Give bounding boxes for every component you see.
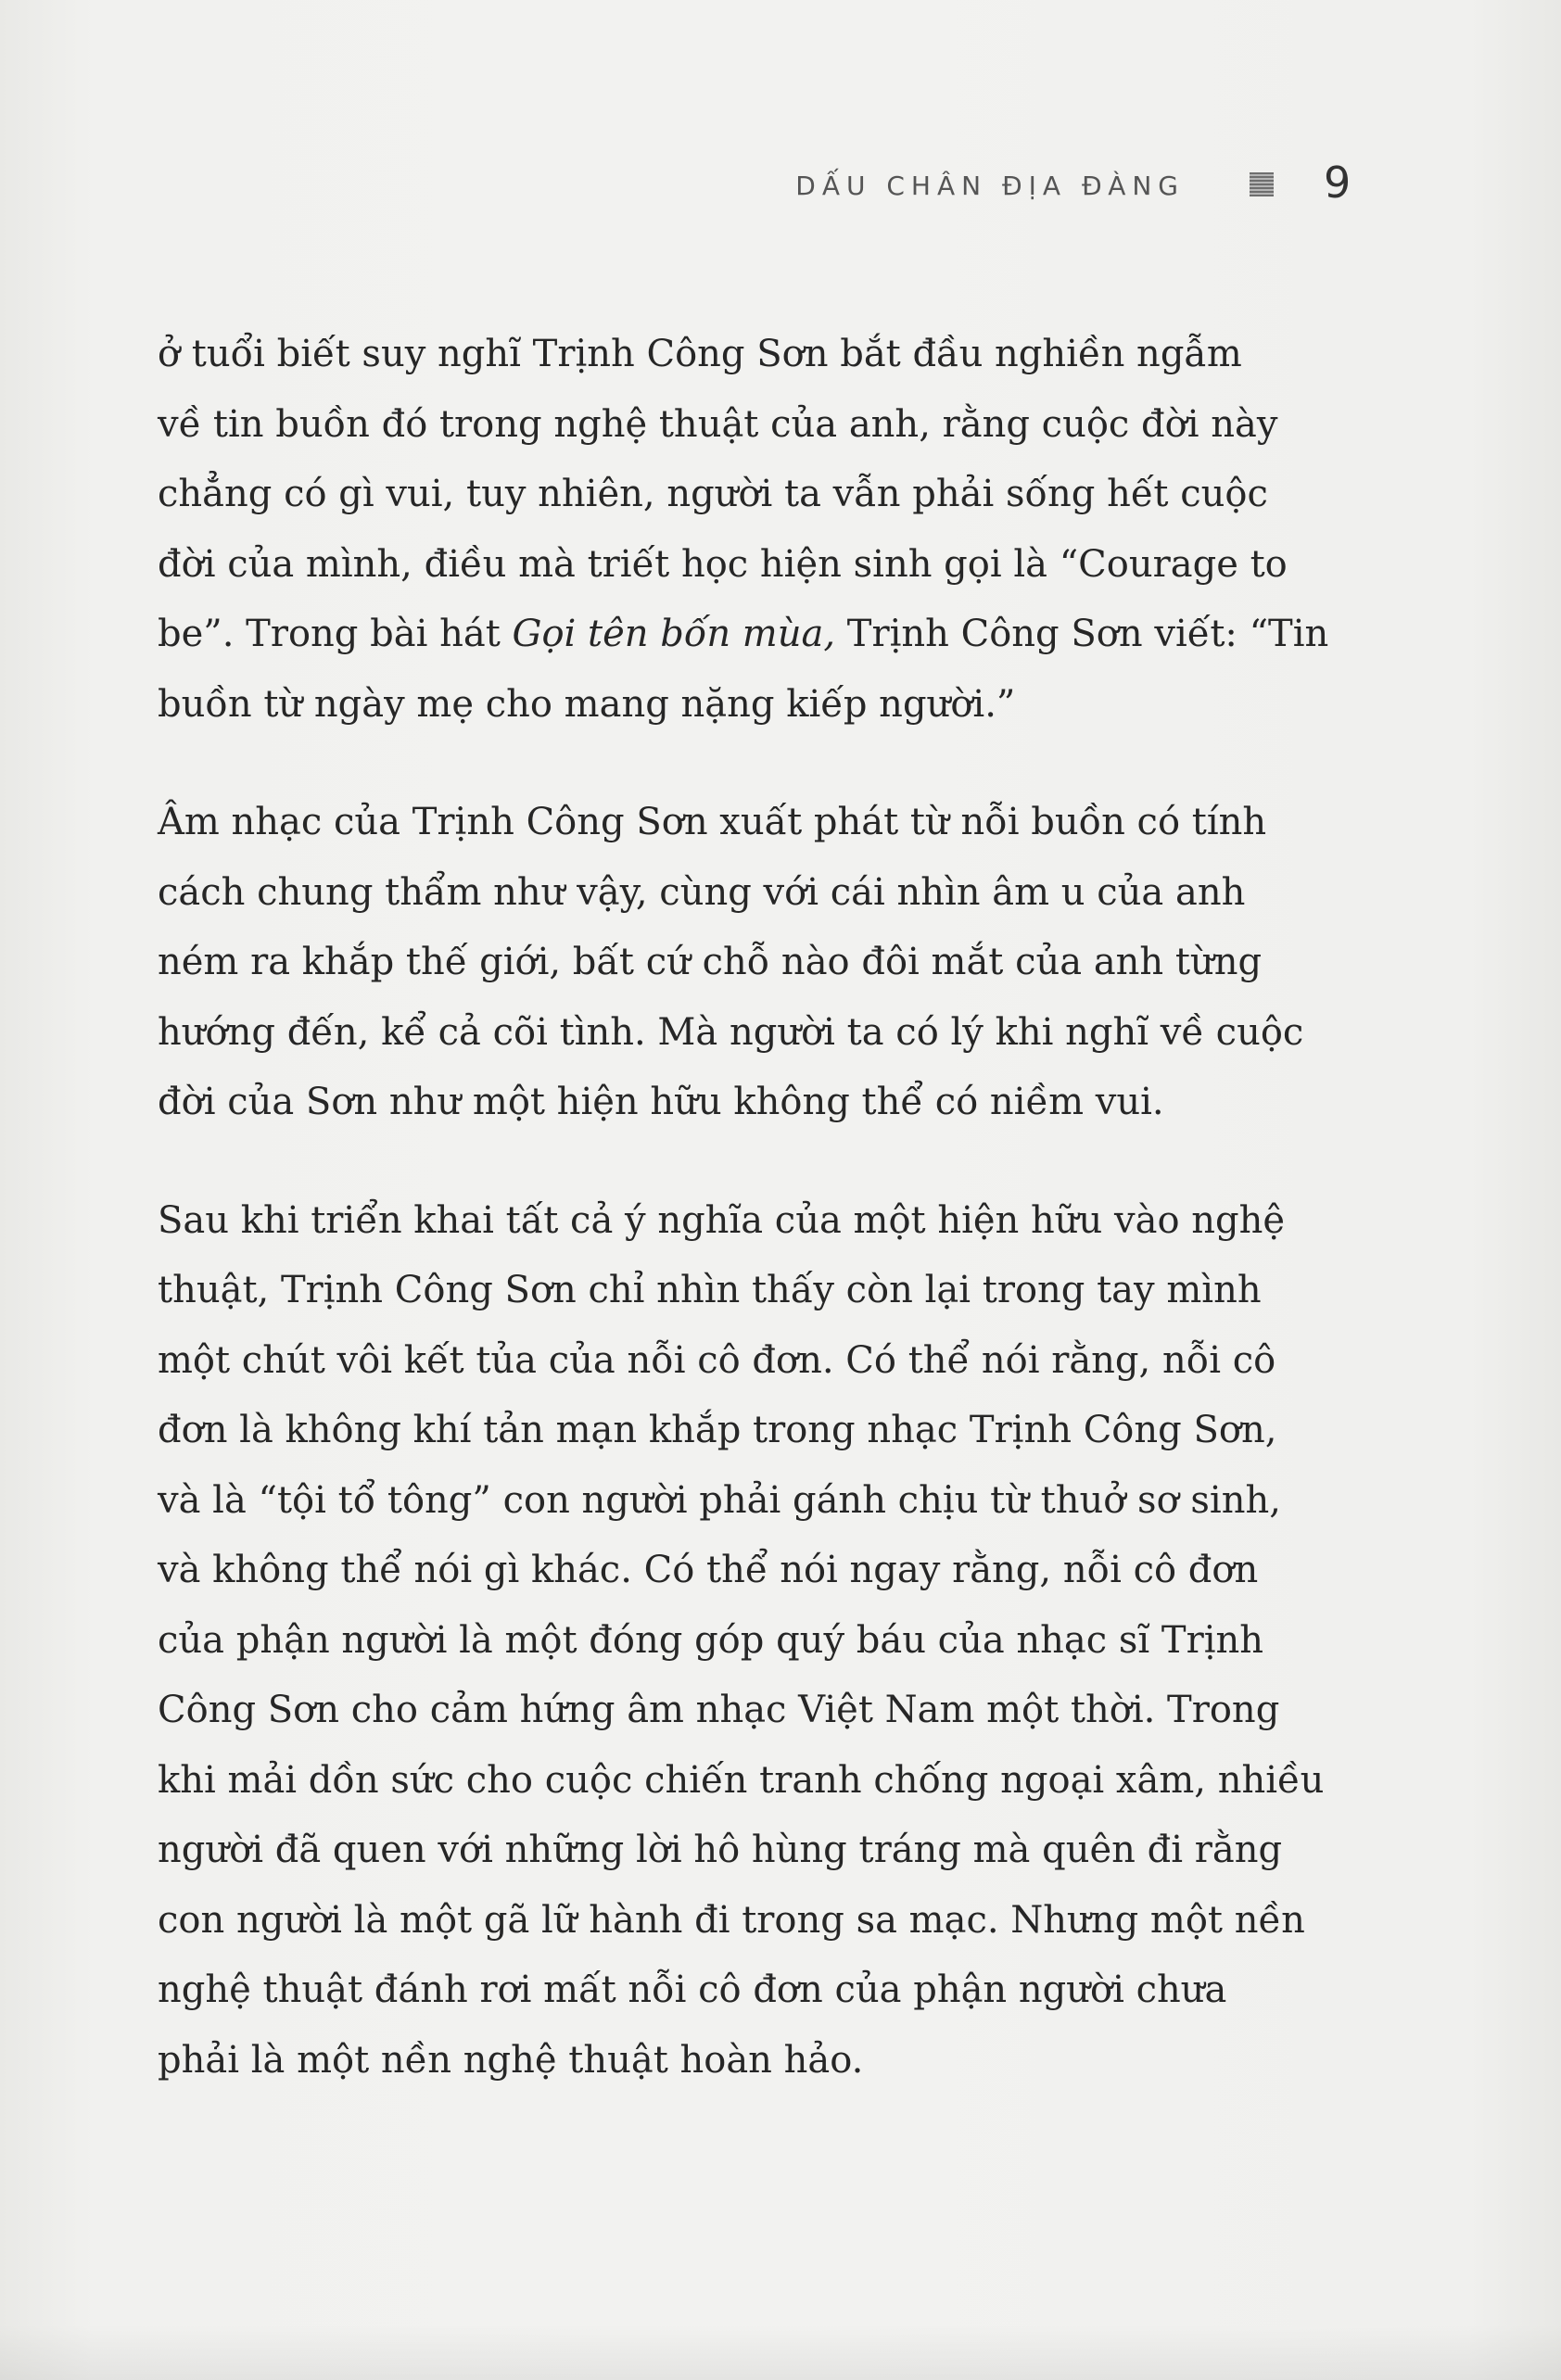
- text-line: ném ra khắp thế giới, bất cứ chỗ nào đôi mắt của anh từng: [158, 941, 1263, 983]
- text-line: đơn là không khí tản mạn khắp trong nhạc Trịnh Công Sơn,: [158, 1409, 1277, 1451]
- text-line: phải là một nền nghệ thuật hoàn hảo.: [158, 2038, 864, 2082]
- paragraph-1: [158, 320, 1329, 740]
- page-edge-shadow: [0, 2324, 1561, 2380]
- text-line-with-song-title: [158, 600, 1329, 670]
- text-line: thuật, Trịnh Công Sơn chỉ nhìn thấy còn lại trong tay mình: [158, 1269, 1262, 1311]
- text-line: hướng đến, kể cả cõi tình. Mà người ta có lý khi nghĩ về cuộc: [158, 1010, 1304, 1054]
- text-line: cách chung thẩm như vậy, cùng với cái nhìn âm u của anh: [158, 870, 1246, 914]
- text-line: buồn từ ngày mẹ cho mang nặng kiếp người.”: [158, 682, 1016, 726]
- text-line: đời của mình, điều mà triết học hiện sinh gọi là “Courage to: [158, 542, 1288, 586]
- text-line: nghệ thuật đánh rơi mất nỗi cô đơn của phận người chưa: [158, 1969, 1227, 2011]
- text-segment: be”. Trong bài hát: [158, 613, 513, 655]
- text-line: và không thể nói gì khác. Có thể nói ngay rằng, nỗi cô đơn: [158, 1549, 1259, 1591]
- header-ornament-icon: [1250, 172, 1274, 196]
- text-line: và là “tội tổ tông” con người phải gánh chịu từ thuở sơ sinh,: [158, 1478, 1281, 1522]
- paragraph-2: [158, 788, 1304, 1138]
- running-header: [0, 158, 1561, 221]
- song-title: Gọi tên bốn mùa,: [512, 613, 836, 655]
- text-line: về tin buồn đó trong nghệ thuật của anh, rằng cuộc đời này: [158, 402, 1278, 446]
- body-text: [158, 320, 1329, 2144]
- text-line: Âm nhạc của Trịnh Công Sơn xuất phát từ nỗi buồn có tính: [158, 801, 1267, 843]
- text-line: con người là một gã lữ hành đi trong sa mạc. Nhưng một nền: [158, 1898, 1305, 1942]
- text-line: ở tuổi biết suy nghĩ Trịnh Công Sơn bắt đầu nghiền ngẫm: [158, 333, 1242, 375]
- running-title: DẤU CHÂN ĐỊA ĐÀNG: [795, 171, 1185, 201]
- text-line: của phận người là một đóng góp quý báu của nhạc sĩ Trịnh: [158, 1618, 1264, 1662]
- text-line: chẳng có gì vui, tuy nhiên, người ta vẫn phải sống hết cuộc: [158, 473, 1268, 515]
- text-line: Công Sơn cho cảm hứng âm nhạc Việt Nam một thời. Trong: [158, 1689, 1280, 1731]
- text-line: người đã quen với những lời hô hùng tráng mà quên đi rằng: [158, 1829, 1283, 1871]
- text-line: một chút vôi kết tủa của nỗi cô đơn. Có thể nói rằng, nỗi cô: [158, 1338, 1276, 1382]
- text-line: khi mải dồn sức cho cuộc chiến tranh chống ngoại xâm, nhiều: [158, 1758, 1325, 1802]
- text-line: đời của Sơn như một hiện hữu không thể có niềm vui.: [158, 1081, 1164, 1123]
- text-segment: Trịnh Công Sơn viết: “Tin: [835, 613, 1329, 655]
- paragraph-3: [158, 1186, 1325, 2096]
- page-number: 9: [1324, 158, 1352, 208]
- text-line: Sau khi triển khai tất cả ý nghĩa của một hiện hữu vào nghệ: [158, 1198, 1286, 1242]
